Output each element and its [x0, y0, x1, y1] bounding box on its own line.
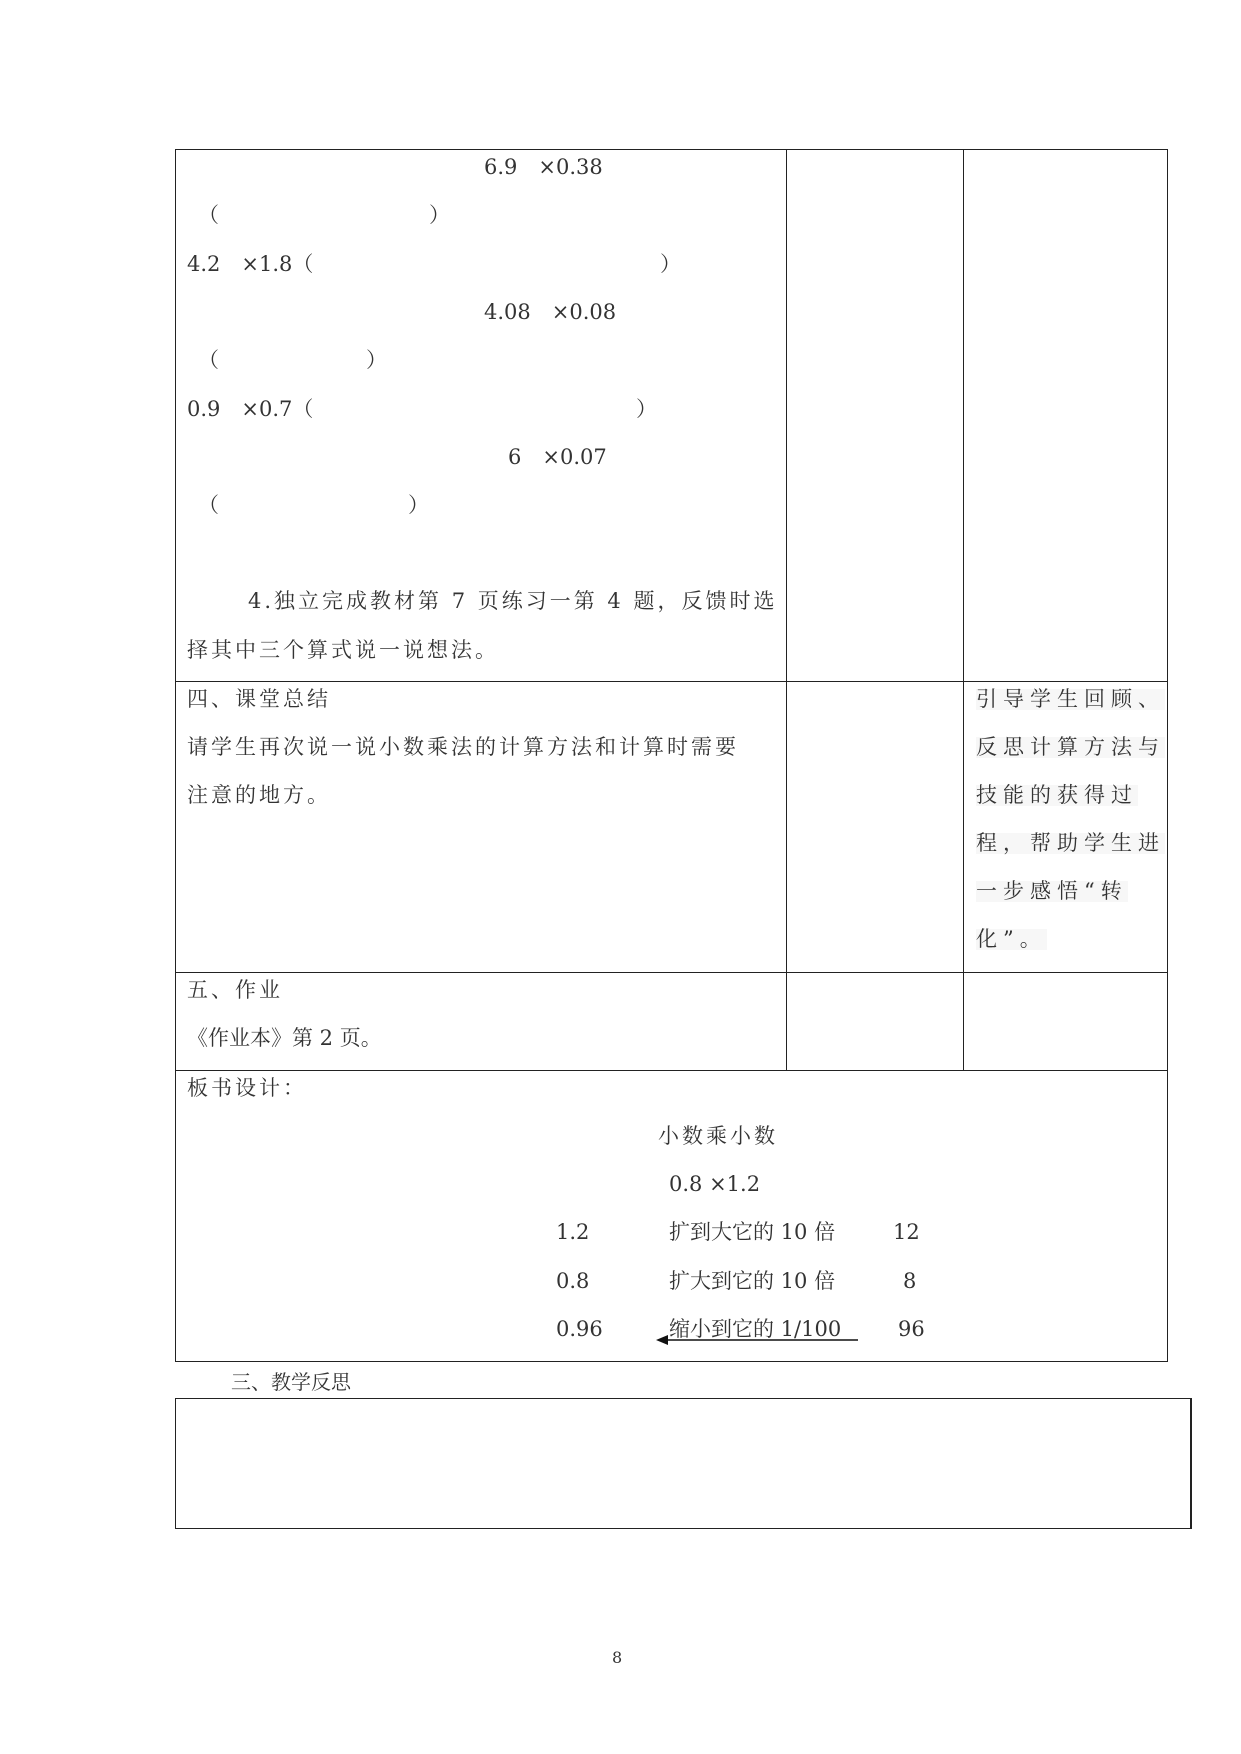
exercise-line-6-expression: 0.9 ×0.7（: [187, 397, 314, 421]
reflection-heading: 三、教学反思: [231, 1370, 351, 1394]
task-4-line-2: 择其中三个算式说一说想法。: [187, 638, 499, 662]
exercise-line-4: 4.08 ×0.08: [484, 300, 617, 324]
exercise-line-5: （ ）: [198, 348, 387, 372]
left-arrow-icon: [656, 1334, 862, 1346]
board-row-1-left: 1.2: [556, 1220, 590, 1244]
task-4-line-1: 4.独立完成教材第 7 页练习一第 4 题，反馈时选: [248, 589, 778, 613]
summary-line-1: 请学生再次说一说小数乘法的计算方法和计算时需要: [187, 735, 739, 759]
board-title: 小数乘小数: [658, 1124, 778, 1148]
table-row-divider-2: [175, 972, 1168, 973]
reflection-box: [175, 1398, 1192, 1529]
homework-content: 《作业本》第 2 页。: [187, 1026, 382, 1050]
page-number: 8: [612, 1648, 623, 1667]
summary-line-2: 注意的地方。: [187, 783, 331, 807]
board-row-1-middle: 扩到大它的 10 倍: [669, 1220, 836, 1244]
board-heading: 板书设计：: [187, 1076, 307, 1100]
homework-heading: 五、作业: [187, 978, 283, 1002]
board-row-3-left: 0.96: [556, 1317, 603, 1341]
design-note-line-2: 反思计算方法与: [976, 735, 1165, 759]
board-row-1-right: 12: [893, 1220, 920, 1244]
table-column-divider-1: [786, 149, 787, 1070]
summary-heading: 四、课堂总结: [187, 687, 331, 711]
exercise-line-8: （ ）: [198, 493, 429, 517]
board-expression: 0.8 ×1.2: [669, 1172, 761, 1196]
table-column-divider-2: [963, 149, 964, 1070]
board-row-3-middle: 缩小到它的 1/100: [669, 1317, 842, 1341]
board-row-2-left: 0.8: [556, 1269, 590, 1293]
exercise-line-3-expression: 4.2 ×1.8（: [187, 252, 314, 276]
board-row-2-right: 8: [903, 1269, 917, 1293]
design-note-line-6: 化”。: [976, 927, 1047, 951]
board-row-3-right: 96: [898, 1317, 925, 1341]
design-note-line-5: 一步感悟“转: [976, 879, 1128, 903]
table-row-divider-3: [175, 1070, 1168, 1071]
design-note-line-4: 程，帮助学生进: [976, 831, 1165, 855]
design-note-line-3: 技能的获得过: [976, 783, 1138, 807]
exercise-line-1: 6.9 ×0.38: [484, 155, 603, 179]
exercise-line-6-close: ）: [636, 397, 657, 421]
exercise-line-3-close: ）: [660, 252, 681, 276]
board-row-2-middle: 扩大到它的 10 倍: [669, 1269, 836, 1293]
design-note-line-1: 引导学生回顾、: [976, 687, 1165, 711]
exercise-line-7: 6 ×0.07: [508, 445, 607, 469]
table-row-divider-1: [175, 681, 1168, 682]
exercise-line-2: （ ）: [198, 203, 450, 227]
